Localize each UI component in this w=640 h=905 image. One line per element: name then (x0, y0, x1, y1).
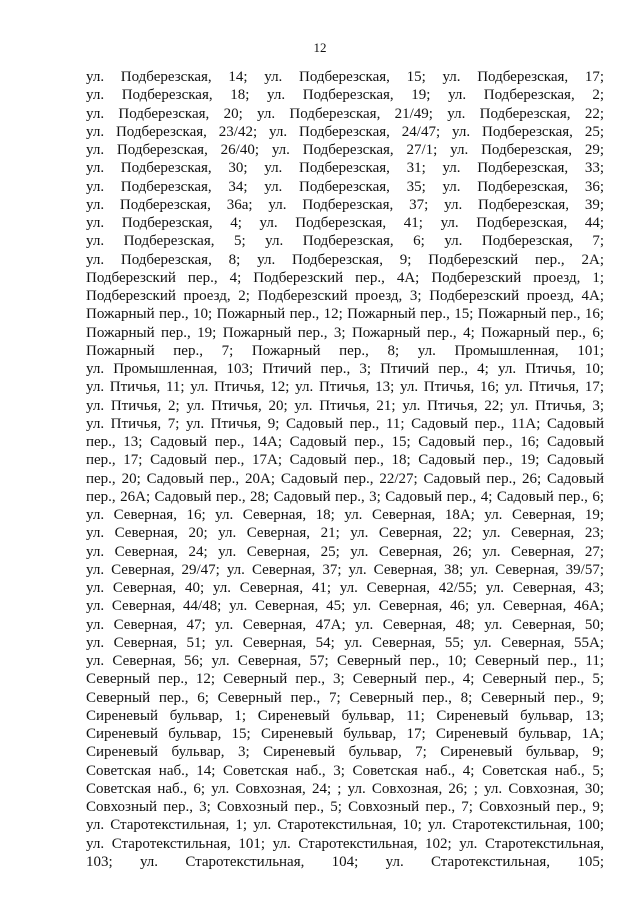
page-number: 12 (313, 40, 327, 55)
text-line: ул. Птичья, 2; ул. Птичья, 20; ул. Птичья, 21; ул. Птичья, 22; ул. Птичья, 3; (86, 397, 604, 414)
text-line: ул. Промышленная, 103; Птичий пер., 3; Птичий пер., 4; ул. Птичья, 10; (86, 361, 604, 377)
text-line: пер., 26А; Садовый пер., 28; Садовый пер., 3; Садовый пер., 4; Садовый пер., 6; (86, 488, 604, 505)
text-line: Подберезский проезд, 2; Подберезский проезд, 3; Подберезский проезд, 4А; (86, 288, 604, 304)
text-line: Сиреневый бульвар, 1; Сиреневый бульвар, 11; Сиреневый бульвар, 13; (86, 707, 604, 724)
text-line: Советская наб., 14; Советская наб., 3; Советская наб., 4; Советская наб., 5; (86, 762, 604, 779)
text-line: ул. Старотекстильная, 1; ул. Старотекстильная, 10; ул. Старотекстильная, 100; (86, 817, 604, 834)
text-line: ул. Птичья, 7; ул. Птичья, 9; Садовый пер., 11; Садовый пер., 11А; Садовый (86, 415, 604, 432)
text-line: ул. Северная, 24; ул. Северная, 25; ул. Северная, 26; ул. Северная, 27; (86, 543, 604, 560)
text-line: ул. Северная, 16; ул. Северная, 18; ул. Северная, 18А; ул. Северная, 19; (86, 507, 604, 523)
text-line: ул. Северная, 40; ул. Северная, 41; ул. Северная, 42/55; ул. Северная, 43; (86, 580, 604, 596)
text-line: Пожарный пер., 7; Пожарный пер., 8; ул. Промышленная, 101; (86, 342, 604, 359)
text-line: ул. Северная, 20; ул. Северная, 21; ул. Северная, 22; ул. Северная, 23; (86, 525, 604, 542)
text-line: пер., 13; Садовый пер., 14А; Садовый пер., 15; Садовый пер., 16; Садовый (86, 434, 604, 450)
text-line: Пожарный пер., 19; Пожарный пер., 3; Пожарный пер., 4; Пожарный пер., 6; (86, 324, 604, 341)
text-line: ул. Подберезская, 34; ул. Подберезская, 35; ул. Подберезская, 36; (86, 178, 604, 195)
text-line: ул. Подберезская, 23/42; ул. Подберезская, 24/47; ул. Подберезская, 25; (86, 123, 604, 140)
text-line: ул. Подберезская, 14; ул. Подберезская, 15; ул. Подберезская, 17; (86, 69, 604, 85)
text-line: ул. Северная, 44/48; ул. Северная, 45; ул. Северная, 46; ул. Северная, 46А; (86, 598, 604, 615)
text-line: Советская наб., 6; ул. Совхозная, 24; ; ул. Совхозная, 26; ; ул. Совхозная, 30; (86, 780, 604, 797)
text-line: ул. Северная, 51; ул. Северная, 54; ул. Северная, 55; ул. Северная, 55А; (86, 634, 604, 651)
text-line: ул. Птичья, 11; ул. Птичья, 12; ул. Птичья, 13; ул. Птичья, 16; ул. Птичья, 17; (86, 379, 604, 396)
text-line: ул. Подберезская, 8; ул. Подберезская, 9; Подберезский пер., 2А; (86, 251, 604, 268)
text-line: пер., 20; Садовый пер., 20А; Садовый пер., 22/27; Садовый пер., 26; Садовый (86, 470, 604, 487)
text-line: Северный пер., 6; Северный пер., 7; Северный пер., 8; Северный пер., 9; (86, 689, 604, 706)
text-line: ул. Подберезская, 5; ул. Подберезская, 6; ул. Подберезская, 7; (86, 233, 604, 250)
text-line: ул. Северная, 29/47; ул. Северная, 37; ул. Северная, 38; ул. Северная, 39/57; (86, 561, 604, 578)
address-list-paragraph (86, 68, 604, 871)
text-line: Сиреневый бульвар, 3; Сиреневый бульвар, 7; Сиреневый бульвар, 9; (86, 744, 604, 761)
text-line: ул. Подберезская, 30; ул. Подберезская, 31; ул. Подберезская, 33; (86, 160, 604, 177)
text-line: ул. Подберезская, 18; ул. Подберезская, 19; ул. Подберезская, 2; (86, 87, 604, 104)
text-line: ул. Старотекстильная, 101; ул. Старотекстильная, 102; ул. Старотекстильная, (86, 835, 604, 852)
text-line: Совхозный пер., 3; Совхозный пер., 5; Совхозный пер., 7; Совхозный пер., 9; (86, 799, 604, 815)
text-line: ул. Подберезская, 36а; ул. Подберезская, 37; ул. Подберезская, 39; (86, 196, 604, 213)
text-line: Пожарный пер., 10; Пожарный пер., 12; Пожарный пер., 15; Пожарный пер., 16; (86, 306, 604, 323)
text-line: ул. Северная, 47; ул. Северная, 47А; ул. Северная, 48; ул. Северная, 50; (86, 616, 604, 633)
text-line: Северный пер., 12; Северный пер., 3; Северный пер., 4; Северный пер., 5; (86, 671, 604, 688)
text-line: ул. Подберезская, 4; ул. Подберезская, 41; ул. Подберезская, 44; (86, 215, 604, 231)
text-line: Подберезский пер., 4; Подберезский пер., 4А; Подберезский проезд, 1; (86, 269, 604, 286)
text-line: 103; ул. Старотекстильная, 104; ул. Старотекстильная, 105; (86, 853, 604, 870)
text-line: пер., 17; Садовый пер., 17А; Садовый пер., 18; Садовый пер., 19; Садовый (86, 452, 604, 469)
text-line: ул. Подберезская, 20; ул. Подберезская, 21/49; ул. Подберезская, 22; (86, 105, 604, 122)
text-line: Сиреневый бульвар, 15; Сиреневый бульвар, 17; Сиреневый бульвар, 1А; (86, 726, 604, 742)
text-line: ул. Северная, 56; ул. Северная, 57; Северный пер., 10; Северный пер., 11; (86, 653, 604, 669)
text-line: ул. Подберезская, 26/40; ул. Подберезская, 27/1; ул. Подберезская, 29; (86, 142, 604, 158)
